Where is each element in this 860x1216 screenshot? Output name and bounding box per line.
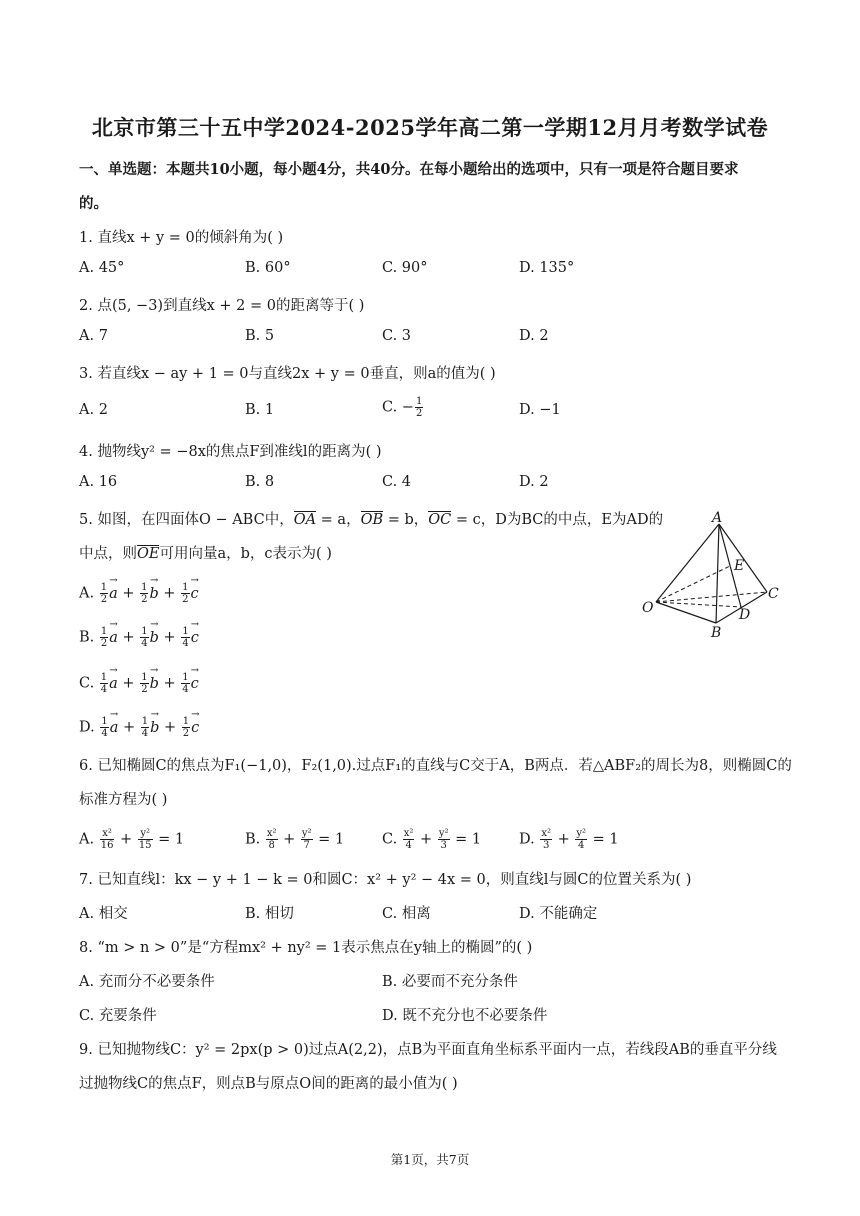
plus-sign: + (552, 831, 575, 848)
fraction-denominator: 8 (268, 840, 275, 851)
fraction (140, 582, 148, 605)
fraction (540, 828, 552, 851)
q4-option-a: A. 16 (79, 474, 118, 490)
question-6-stem-line2: 标准方程为( ) (79, 792, 168, 808)
fraction (100, 828, 115, 851)
page-footer: 第1页，共7页 (390, 1152, 470, 1167)
fraction-denominator: 4 (182, 638, 189, 649)
q8-option-c: C. 充要条件 (79, 1008, 157, 1024)
vector-oc: OC (428, 512, 452, 528)
fraction-denominator: 16 (100, 840, 114, 851)
question-9-stem-line2: 过抛物线C的焦点F，则点B与原点O间的距离的最小值为( ) (79, 1076, 458, 1092)
fraction (181, 672, 189, 695)
option-label: C. (382, 831, 402, 848)
vector-a: → a (110, 720, 119, 736)
fraction-numerator: y² (576, 828, 587, 839)
fraction-denominator: 4 (405, 840, 412, 851)
vector-a: → a (109, 586, 118, 602)
q5-stem2-rest: 可用向量a，b，c表示为( ) (159, 546, 332, 562)
fraction-denominator: 2 (141, 594, 148, 605)
label-d: D (739, 607, 751, 623)
fraction-numerator: y² (138, 828, 153, 840)
fraction-denominator: 2 (415, 408, 423, 419)
q5-option-b (79, 626, 199, 649)
fraction (181, 582, 189, 605)
q1-option-c: C. 90° (382, 260, 428, 276)
vector-a: → a (109, 630, 118, 646)
q1-option-d: D. 135° (519, 260, 575, 276)
question-1-stem: 1. 直线x + y = 0的倾斜角为( ) (79, 230, 284, 246)
q3-option-c (382, 396, 424, 419)
q4-option-c: C. 4 (382, 474, 412, 490)
fraction (438, 828, 450, 851)
q3-option-c-prefix: C. − (382, 399, 414, 416)
option-label: C. (79, 675, 99, 692)
plus-sign: + (159, 719, 181, 736)
fraction (140, 672, 148, 695)
q5-eq-b: = b， (383, 512, 429, 528)
fraction-numerator: 1 (141, 626, 148, 637)
question-7-stem: 7. 已知直线l：kx − y + 1 − k = 0和圆C：x² + y² − 4x = 0，则直线l与圆C的位置关系为( ) (79, 872, 692, 888)
fraction-numerator: 1 (100, 672, 108, 683)
question-2-stem: 2. 点(5, −3)到直线x + 2 = 0的距离等于( ) (79, 298, 365, 314)
fraction (100, 582, 108, 605)
question-8-stem: 8. “m > n > 0”是“方程mx² + ny² = 1表示焦点在y轴上的椭圆”的( ) (79, 940, 533, 956)
section-heading-line2: 的。 (79, 195, 108, 212)
fraction-numerator: x² (403, 828, 414, 839)
q8-option-a: A. 充而分不必要条件 (79, 974, 215, 990)
fraction-numerator: x² (100, 828, 115, 840)
vector-c: → c (191, 676, 199, 692)
q5-stem-intro: 5. 如图，在四面体O − ABC中， (79, 512, 294, 528)
q2-option-c: C. 3 (382, 328, 412, 344)
fraction-denominator: 2 (141, 684, 148, 695)
fraction (100, 672, 108, 695)
question-6-stem-line1: 6. 已知椭圆C的焦点为F₁(−1,0)，F₂(1,0).过点F₁的直线与C交于A，B两点．若△ABF₂的周长为8，则椭圆C的 (79, 758, 792, 774)
plus-sign: + (415, 831, 437, 848)
fraction (141, 716, 149, 739)
fraction-denominator: 4 (182, 684, 189, 695)
q3-option-b: B. 1 (245, 402, 275, 418)
option-label: B. (79, 629, 99, 646)
vector-b: → b (150, 720, 159, 736)
equals-one: = 1 (588, 831, 619, 848)
q4-option-d: D. 2 (519, 474, 549, 490)
fraction-numerator: x² (266, 828, 277, 839)
option-label: A. (79, 585, 99, 602)
equals-one: = 1 (313, 831, 345, 848)
q1-option-a: A. 45° (79, 260, 125, 276)
q5-eq-c: = c，D为BC的中点，E为AD的 (451, 512, 664, 528)
plus-sign: + (158, 629, 181, 646)
section-heading-line1: 一、单选题：本题共10小题，每小题4分，共40分。在每小题给出的选项中，只有一项是符合题目要求 (79, 161, 739, 178)
plus-sign: + (115, 831, 137, 848)
fraction-numerator: 1 (141, 716, 149, 727)
q5-eq-a: = a， (316, 512, 361, 528)
fraction-denominator: 4 (101, 728, 108, 739)
fraction-denominator: 2 (100, 594, 108, 605)
fraction-numerator: 1 (100, 626, 108, 637)
q6-option-c (382, 828, 481, 851)
fraction (181, 626, 189, 649)
q5-option-c (79, 672, 199, 695)
equals-one: = 1 (153, 831, 185, 848)
tetrahedron-figure (636, 506, 786, 642)
fraction (575, 828, 587, 851)
vector-oe: OE (137, 546, 160, 562)
fraction-numerator: 1 (415, 396, 423, 407)
fraction-denominator: 3 (440, 840, 447, 851)
plus-sign: + (117, 629, 140, 646)
plus-sign: + (158, 585, 181, 602)
fraction-numerator: 1 (182, 672, 189, 683)
q5-option-d (79, 716, 199, 739)
q7-option-d: D. 不能确定 (519, 906, 598, 922)
vector-b: → b (149, 586, 158, 602)
q5-option-a (79, 582, 199, 605)
fraction-numerator: y² (301, 828, 312, 839)
fraction-denominator: 4 (141, 728, 149, 739)
fraction (403, 828, 415, 851)
fraction (100, 716, 108, 739)
question-5-stem-line2 (79, 542, 332, 563)
fraction-numerator: 1 (141, 582, 148, 593)
equals-one: = 1 (450, 831, 482, 848)
fraction-denominator: 7 (303, 840, 310, 851)
q3-option-a: A. 2 (79, 402, 108, 418)
q1-option-b: B. 60° (245, 260, 291, 276)
option-label: B. (245, 831, 265, 848)
fraction-numerator: 1 (141, 672, 148, 683)
fraction-numerator: x² (541, 828, 551, 839)
label-o: O (642, 600, 654, 616)
vector-c: → c (191, 586, 199, 602)
plus-sign: + (118, 719, 140, 736)
vector-b: → b (150, 676, 159, 692)
option-label: D. (519, 831, 540, 848)
question-9-stem-line1: 9. 已知抛物线C：y² = 2px(p > 0)过点A(2,2)，点B为平面直角坐标系平面内一点，若线段AB的垂直平分线 (79, 1042, 777, 1058)
fraction-denominator: 2 (182, 594, 189, 605)
label-e: E (734, 558, 745, 574)
vector-oa: OA (293, 512, 317, 528)
vector-a: → a (109, 676, 118, 692)
q8-option-d: D. 既不充分也不必要条件 (382, 1008, 548, 1024)
q4-option-b: B. 8 (245, 474, 275, 490)
q3-option-c-fraction (415, 396, 423, 419)
fraction (138, 828, 153, 851)
fraction (182, 716, 190, 739)
q3-option-d: D. −1 (519, 402, 561, 418)
fraction-denominator: 4 (100, 684, 108, 695)
vector-b: → b (150, 630, 159, 646)
vector-c: → c (191, 630, 199, 646)
edge-ab (716, 524, 719, 623)
fraction-denominator: 15 (138, 840, 152, 851)
plus-sign: + (278, 831, 300, 848)
question-3-stem: 3. 若直线x − ay + 1 = 0与直线2x + y = 0垂直，则a的值为( ) (79, 366, 496, 382)
fraction (266, 828, 278, 851)
q8-option-b: B. 必要而不充分条件 (382, 974, 518, 990)
fraction-denominator: 2 (182, 728, 190, 739)
fraction (100, 626, 108, 649)
q6-option-d (519, 828, 619, 851)
fraction-numerator: 1 (182, 716, 190, 727)
label-c: C (768, 586, 779, 602)
fraction-denominator: 3 (542, 840, 550, 851)
q2-option-d: D. 2 (519, 328, 549, 344)
vector-ob: OB (360, 512, 384, 528)
fraction-numerator: 1 (182, 626, 189, 637)
fraction (301, 828, 313, 851)
q6-option-b (245, 828, 344, 851)
q7-option-c: C. 相离 (382, 906, 431, 922)
q7-option-a: A. 相交 (79, 906, 128, 922)
edge-oc-hidden (656, 592, 767, 602)
exam-title: 北京市第三十五中学2024-2025学年高二第一学期12月月考数学试卷 (91, 115, 769, 140)
vector-c: → c (191, 720, 199, 736)
option-label: A. (79, 831, 99, 848)
plus-sign: + (117, 585, 140, 602)
fraction-numerator: 1 (182, 582, 189, 593)
q2-option-b: B. 5 (245, 328, 275, 344)
fraction-denominator: 2 (100, 638, 108, 649)
fraction-denominator: 4 (578, 840, 585, 851)
option-label: D. (79, 719, 100, 736)
fraction-numerator: y² (438, 828, 449, 839)
fraction-denominator: 4 (141, 638, 148, 649)
q6-option-a (79, 828, 184, 851)
question-5-stem-line1 (79, 508, 663, 529)
q7-option-b: B. 相切 (245, 906, 294, 922)
fraction (140, 626, 148, 649)
plus-sign: + (158, 675, 181, 692)
label-b: B (711, 625, 722, 641)
question-4-stem: 4. 抛物线y² = −8x的焦点F到准线l的距离为( ) (79, 444, 382, 460)
fraction-numerator: 1 (100, 582, 108, 593)
edge-ao (656, 524, 719, 602)
plus-sign: + (117, 675, 140, 692)
q2-option-a: A. 7 (79, 328, 108, 344)
fraction-numerator: 1 (101, 716, 108, 727)
label-a: A (712, 510, 723, 526)
q5-stem2-intro: 中点，则 (79, 546, 137, 562)
